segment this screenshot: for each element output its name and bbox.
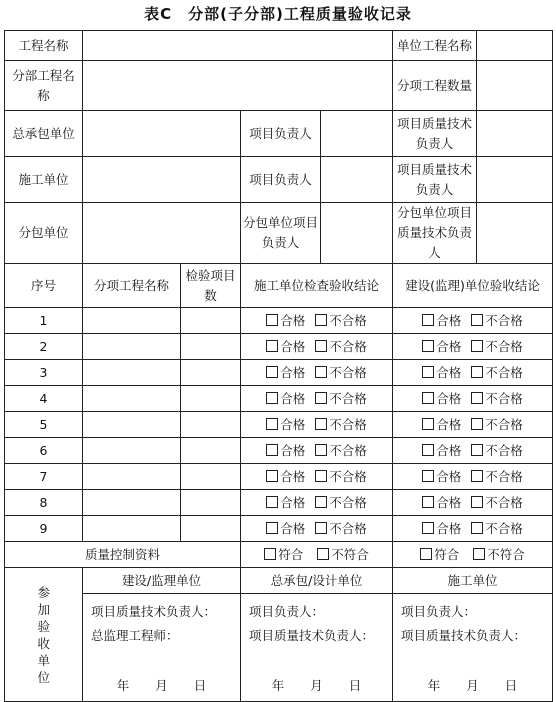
fail-checkbox[interactable] [315, 521, 367, 536]
pass-label: 合格 [280, 494, 306, 510]
checkbox-icon [422, 366, 434, 378]
sub-leader-label: 分包单位项目负责人 [241, 203, 321, 264]
construction-unit-label: 施工单位 [5, 157, 83, 203]
construction-tech-leader-label: 项目质量技术负责人 [393, 157, 477, 203]
item-rows [5, 308, 553, 542]
row-number: 2 [5, 334, 83, 360]
construction-result [241, 412, 393, 438]
checkbox-icon [471, 496, 483, 508]
subcontractor-field[interactable] [83, 203, 241, 264]
inspect-count-field[interactable] [181, 490, 241, 516]
fail-label: 不合格 [329, 312, 367, 328]
supervision-result [393, 334, 553, 360]
table-row [5, 464, 553, 490]
construction-result [241, 490, 393, 516]
nonconform-label: 不符合 [487, 546, 525, 562]
pass-checkbox[interactable] [422, 521, 461, 536]
fail-label: 不合格 [485, 390, 523, 406]
checkbox-icon [471, 418, 483, 430]
row-number: 4 [5, 386, 83, 412]
fail-checkbox[interactable] [315, 495, 367, 510]
fail-label: 不合格 [329, 520, 367, 536]
checkbox-icon [315, 522, 327, 534]
fail-checkbox[interactable] [471, 521, 523, 536]
unit-project-name-field[interactable] [477, 31, 553, 61]
table-row [5, 386, 553, 412]
subitem-name-field[interactable] [83, 334, 181, 360]
fail-label: 不合格 [485, 416, 523, 432]
checkbox-icon [420, 548, 432, 560]
subitem-name-field[interactable] [83, 386, 181, 412]
checkbox-icon [471, 522, 483, 534]
construction-result [241, 360, 393, 386]
fail-checkbox[interactable] [315, 339, 367, 354]
nonconform-checkbox[interactable] [317, 547, 369, 562]
supervision-result [393, 386, 553, 412]
pass-label: 合格 [436, 338, 462, 354]
fail-checkbox[interactable] [315, 469, 367, 484]
pass-label: 合格 [280, 520, 306, 536]
fail-label: 不合格 [485, 338, 523, 354]
checkbox-icon [315, 418, 327, 430]
pass-checkbox[interactable] [266, 313, 305, 328]
owner-tech-leader-label: 项目质量技术负责人： [91, 604, 217, 619]
pass-label: 合格 [436, 442, 462, 458]
pass-label: 合格 [280, 416, 306, 432]
fail-checkbox[interactable] [315, 417, 367, 432]
project-name-label: 工程名称 [5, 31, 83, 61]
tech-leader-field[interactable] [477, 111, 553, 157]
pass-checkbox[interactable] [422, 417, 461, 432]
unit-project-name-label: 单位工程名称 [393, 31, 477, 61]
construction-leader-label: 项目负责人 [241, 157, 321, 203]
division-field[interactable] [83, 61, 393, 111]
pass-label: 合格 [436, 364, 462, 380]
pass-label: 合格 [436, 312, 462, 328]
pass-label: 合格 [436, 468, 462, 484]
pass-checkbox[interactable] [266, 391, 305, 406]
pass-checkbox[interactable] [266, 365, 305, 380]
fail-checkbox[interactable] [471, 443, 523, 458]
checkbox-icon [266, 444, 278, 456]
row-number: 1 [5, 308, 83, 334]
pass-label: 合格 [436, 416, 462, 432]
subitem-name-field[interactable] [83, 490, 181, 516]
inspect-count-field[interactable] [181, 308, 241, 334]
row-number: 7 [5, 464, 83, 490]
checkbox-icon [266, 522, 278, 534]
contractor-signature[interactable] [241, 594, 393, 702]
pass-checkbox[interactable] [266, 443, 305, 458]
pass-label: 合格 [280, 338, 306, 354]
pass-checkbox[interactable] [422, 365, 461, 380]
checkbox-icon [315, 366, 327, 378]
subitem-name-field[interactable] [83, 438, 181, 464]
pass-checkbox[interactable] [422, 313, 461, 328]
supervision-result [393, 412, 553, 438]
row-number: 8 [5, 490, 83, 516]
pass-checkbox[interactable] [266, 417, 305, 432]
conform-checkbox[interactable] [264, 547, 303, 562]
col-inspect: 检验项目数 [181, 264, 241, 308]
pass-label: 合格 [436, 520, 462, 536]
pass-checkbox[interactable] [422, 391, 461, 406]
table-row [5, 438, 553, 464]
general-contractor-field[interactable] [83, 111, 241, 157]
division-label: 分部工程名称 [5, 61, 83, 111]
inspect-count-field[interactable] [181, 438, 241, 464]
row-number: 5 [5, 412, 83, 438]
fail-label: 不合格 [485, 468, 523, 484]
pass-checkbox[interactable] [422, 339, 461, 354]
fail-label: 不合格 [329, 494, 367, 510]
construction-unit-field[interactable] [83, 157, 241, 203]
pass-checkbox[interactable] [266, 495, 305, 510]
fail-label: 不合格 [329, 442, 367, 458]
inspect-count-field[interactable] [181, 386, 241, 412]
checkbox-icon [317, 548, 329, 560]
supervision-result [393, 360, 553, 386]
builder-signature[interactable] [393, 594, 553, 702]
checkbox-icon [471, 340, 483, 352]
subitem-name-field[interactable] [83, 464, 181, 490]
fail-label: 不合格 [485, 520, 523, 536]
supervision-result [393, 438, 553, 464]
checkbox-icon [315, 470, 327, 482]
pass-checkbox[interactable] [422, 495, 461, 510]
fail-checkbox[interactable] [471, 365, 523, 380]
fail-label: 不合格 [329, 364, 367, 380]
pass-checkbox[interactable] [422, 443, 461, 458]
checkbox-icon [315, 444, 327, 456]
construction-result [241, 438, 393, 464]
form-title: 表C 分部(子分部)工程质量验收记录 [144, 5, 412, 23]
fail-label: 不合格 [329, 338, 367, 354]
owner-signature[interactable] [83, 594, 241, 702]
owner-unit-label: 建设/监理单位 [83, 568, 241, 594]
inspect-count-field[interactable] [181, 360, 241, 386]
checkbox-icon [266, 418, 278, 430]
subitem-name-field[interactable] [83, 360, 181, 386]
contractor-unit-label: 总承包/设计单位 [241, 568, 393, 594]
checkbox-icon [266, 340, 278, 352]
quality-docs-label: 质量控制资料 [5, 542, 241, 568]
table-row [5, 412, 553, 438]
inspect-count-field[interactable] [181, 516, 241, 542]
fail-checkbox[interactable] [471, 313, 523, 328]
item-count-field[interactable] [477, 61, 553, 111]
construction-tech-leader-field[interactable] [477, 157, 553, 203]
checkbox-icon [315, 392, 327, 404]
row-number: 6 [5, 438, 83, 464]
pass-label: 合格 [280, 468, 306, 484]
subitem-name-field[interactable] [83, 412, 181, 438]
supervision-result [393, 308, 553, 334]
pass-label: 合格 [280, 442, 306, 458]
col-subitem: 分项工程名称 [83, 264, 181, 308]
contractor-leader-label: 项目负责人： [249, 604, 325, 619]
col-supervision-check: 建设(监理)单位验收结论 [393, 264, 553, 308]
pass-label: 合格 [436, 494, 462, 510]
acceptance-table [4, 30, 553, 702]
nonconform-label: 不符合 [331, 546, 369, 562]
checkbox-icon [266, 314, 278, 326]
participants-label-cell [5, 568, 83, 702]
fail-label: 不合格 [485, 312, 523, 328]
quality-docs-construction [241, 542, 393, 568]
contractor-date: 年 月 日 [271, 678, 362, 693]
pass-label: 合格 [280, 390, 306, 406]
sub-tech-leader-label: 分包单位项目质量技术负责人 [393, 203, 477, 264]
contractor-tech-leader-label: 项目质量技术负责人： [249, 628, 375, 643]
construction-result [241, 464, 393, 490]
pass-checkbox[interactable] [266, 469, 305, 484]
checkbox-icon [471, 444, 483, 456]
inspect-count-field[interactable] [181, 464, 241, 490]
general-contractor-label: 总承包单位 [5, 111, 83, 157]
fail-label: 不合格 [485, 364, 523, 380]
pass-label: 合格 [280, 364, 306, 380]
fail-checkbox[interactable] [471, 339, 523, 354]
fail-checkbox[interactable] [471, 391, 523, 406]
project-leader-label: 项目负责人 [241, 111, 321, 157]
checkbox-icon [422, 314, 434, 326]
col-no: 序号 [5, 264, 83, 308]
table-row [5, 334, 553, 360]
table-row [5, 516, 553, 542]
quality-docs-supervision [393, 542, 553, 568]
col-construction-check: 施工单位检查验收结论 [241, 264, 393, 308]
pass-checkbox[interactable] [422, 469, 461, 484]
checkbox-icon [471, 470, 483, 482]
checkbox-icon [315, 496, 327, 508]
builder-leader-label: 项目负责人： [401, 604, 477, 619]
checkbox-icon [422, 444, 434, 456]
chief-engineer-label: 总监理工程师： [91, 628, 179, 643]
subitem-name-field[interactable] [83, 308, 181, 334]
checkbox-icon [422, 418, 434, 430]
table-row [5, 308, 553, 334]
checkbox-icon [264, 548, 276, 560]
sub-tech-leader-field[interactable] [477, 203, 553, 264]
tech-leader-label: 项目质量技术负责人 [393, 111, 477, 157]
row-number: 9 [5, 516, 83, 542]
item-count-label: 分项工程数量 [393, 61, 477, 111]
checkbox-icon [266, 366, 278, 378]
checkbox-icon [471, 314, 483, 326]
construction-result [241, 516, 393, 542]
checkbox-icon [315, 314, 327, 326]
construction-result [241, 334, 393, 360]
pass-checkbox[interactable] [266, 521, 305, 536]
nonconform-checkbox[interactable] [473, 547, 525, 562]
conform-label: 符合 [434, 546, 460, 562]
builder-unit-label: 施工单位 [393, 568, 553, 594]
checkbox-icon [422, 522, 434, 534]
checkbox-icon [422, 392, 434, 404]
fail-label: 不合格 [329, 416, 367, 432]
checkbox-icon [422, 470, 434, 482]
fail-checkbox[interactable] [315, 365, 367, 380]
supervision-result [393, 490, 553, 516]
construction-result [241, 386, 393, 412]
checkbox-icon [422, 496, 434, 508]
pass-label: 合格 [280, 312, 306, 328]
construction-result [241, 308, 393, 334]
checkbox-icon [422, 340, 434, 352]
project-name-field[interactable] [83, 31, 393, 61]
subitem-name-field[interactable] [83, 516, 181, 542]
builder-date: 年 月 日 [427, 678, 518, 693]
pass-checkbox[interactable] [266, 339, 305, 354]
fail-checkbox[interactable] [315, 391, 367, 406]
supervision-result [393, 516, 553, 542]
owner-date: 年 月 日 [116, 678, 207, 693]
project-leader-field[interactable] [321, 111, 393, 157]
sub-leader-field[interactable] [321, 203, 393, 264]
checkbox-icon [315, 340, 327, 352]
table-row [5, 360, 553, 386]
checkbox-icon [471, 366, 483, 378]
checkbox-icon [473, 548, 485, 560]
pass-label: 合格 [436, 390, 462, 406]
row-number: 3 [5, 360, 83, 386]
conform-checkbox[interactable] [420, 547, 459, 562]
fail-checkbox[interactable] [315, 313, 367, 328]
checkbox-icon [266, 392, 278, 404]
fail-label: 不合格 [329, 468, 367, 484]
construction-leader-field[interactable] [321, 157, 393, 203]
checkbox-icon [266, 470, 278, 482]
conform-label: 符合 [278, 546, 304, 562]
inspect-count-field[interactable] [181, 334, 241, 360]
fail-checkbox[interactable] [471, 495, 523, 510]
participants-label: 参加验收单位 [37, 584, 51, 685]
inspect-count-field[interactable] [181, 412, 241, 438]
builder-tech-leader-label: 项目质量技术负责人： [401, 628, 527, 643]
fail-label: 不合格 [485, 442, 523, 458]
subcontractor-label: 分包单位 [5, 203, 83, 264]
checkbox-icon [266, 496, 278, 508]
fail-label: 不合格 [485, 494, 523, 510]
fail-checkbox[interactable] [471, 469, 523, 484]
fail-checkbox[interactable] [315, 443, 367, 458]
supervision-result [393, 464, 553, 490]
fail-checkbox[interactable] [471, 417, 523, 432]
checkbox-icon [471, 392, 483, 404]
table-row [5, 490, 553, 516]
fail-label: 不合格 [329, 390, 367, 406]
